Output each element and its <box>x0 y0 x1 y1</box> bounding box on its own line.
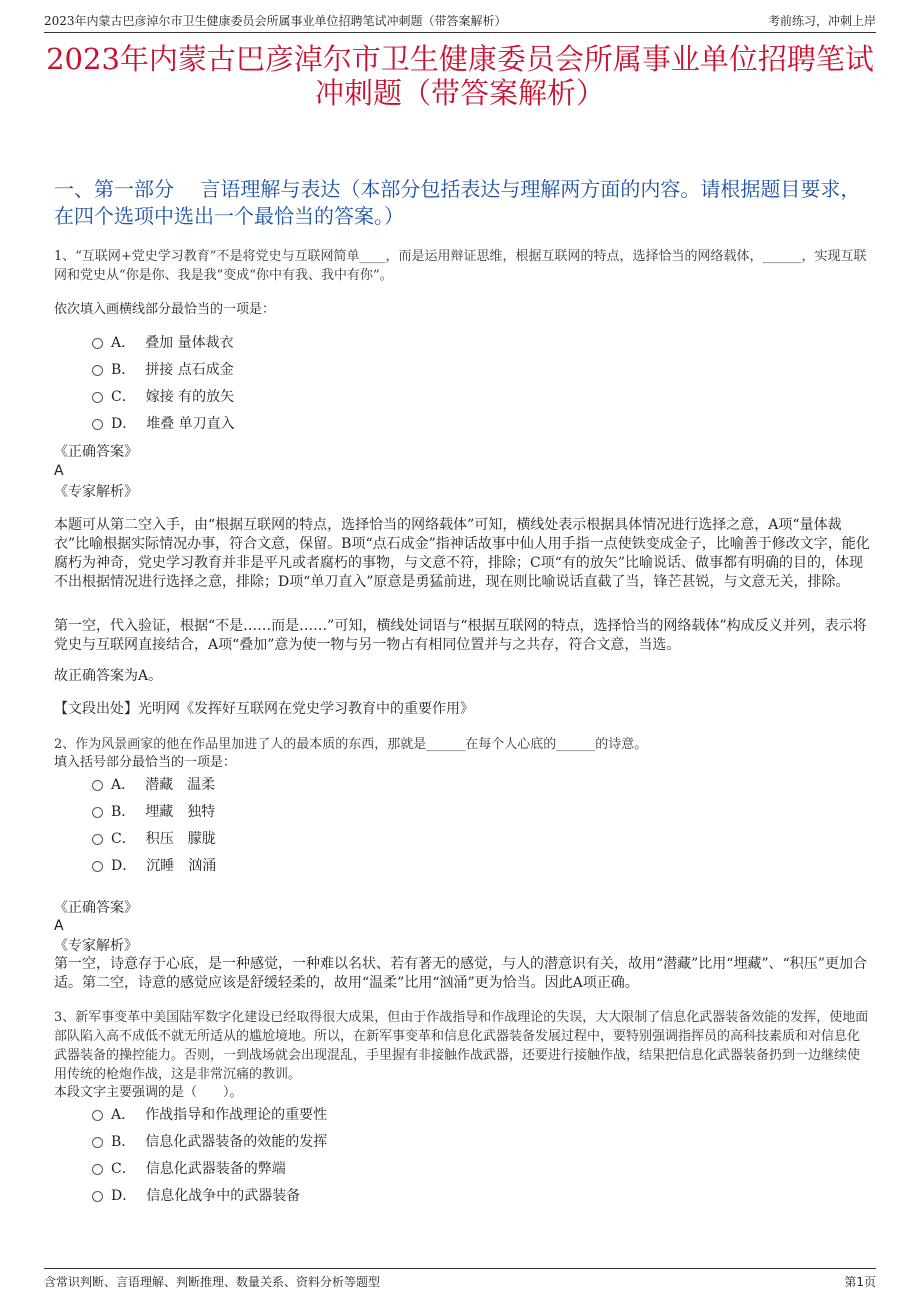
document-title: 2023年内蒙古巴彦淖尔市卫生健康委员会所属事业单位招聘笔试冲刺题（带答案解析） <box>46 42 874 110</box>
header-slogan: 考前练习，冲刺上岸 <box>767 14 876 28</box>
radio-icon[interactable] <box>92 834 103 845</box>
section-heading: 一、第一部分 言语理解与表达（本部分包括表达与理解两方面的内容。请根据题目要求，在四个选项中选出一个最恰当的答案。） <box>54 177 861 228</box>
page-header <box>44 8 876 33</box>
option-label: C． <box>111 1161 136 1177</box>
question-1-source: 【文段出处】光明网《发挥好互联网在党史学习教育中的重要作用》 <box>54 701 474 717</box>
question-1-option-d[interactable] <box>92 415 235 433</box>
question-3-option-d[interactable] <box>92 1187 300 1205</box>
radio-icon[interactable] <box>92 338 103 349</box>
footer-description: 含常识判断、言语理解、判断推理、数量关系、资料分析等题型 <box>44 1275 381 1289</box>
question-1-analysis-paragraph: 第一空，代入验证，根据“不是……而是……”可知，横线处词语与“根据互联网的特点，选择恰当的网络载体”构成反义并列，表示将党史与互联网直接结合，A项“叠加”意为使一物与另一物占有相同位置并与之共存，符合文意，当选。 <box>54 618 867 653</box>
question-1-option-a[interactable] <box>92 334 234 352</box>
question-3-option-a[interactable] <box>92 1106 327 1124</box>
option-label: B． <box>111 362 136 378</box>
question-2-prompt: 填入括号部分最恰当的一项是： <box>54 755 237 770</box>
option-label: A． <box>111 1107 136 1123</box>
radio-icon[interactable] <box>92 780 103 791</box>
option-text: 信息化武器装备的效能的发挥 <box>145 1134 328 1150</box>
page-suffix: 页 <box>863 1275 876 1289</box>
question-1-stem: 1、“互联网+党史学习教育”不是将党史与互联网简单____，而是运用辩证思维，根据互联网的特点，选择恰当的网络载体，______，实现互联网和党史从“你是你、我是我”变成“你中有我、我中有你”。 <box>54 249 867 283</box>
option-text: 作战指导和作战理论的重要性 <box>145 1107 328 1123</box>
question-2-analysis-label: 《专家解析》 <box>54 938 138 954</box>
radio-icon[interactable] <box>92 419 103 430</box>
question-1-conclusion: 故正确答案为A。 <box>54 668 163 684</box>
option-text: 潜藏 温柔 <box>145 777 216 793</box>
option-text: 叠加 量体裁衣 <box>145 335 234 351</box>
question-1-analysis-paragraph: 本题可从第二空入手，由“根据互联网的特点，选择恰当的网络载体”可知，横线处表示根据具体情况进行选择之意，A项“量体裁衣”比喻根据实际情况办事，符合文意，保留。B项“点石成金”指神话故事中仙人用手指一点使铁变成金子，比喻善于修改文字，能化腐朽为神奇，党史学习教育并非是平凡或者腐朽的事物，与文意不符，排除；C项“有的放矢”比喻说话、做事都有明确的目的，体现不出根据情况进行选择之意，排除；D项“单刀直入”原意是勇猛前进，现在则比喻说话直截了当，锋芒甚锐，与文意无关，排除。 <box>54 517 870 590</box>
page-prefix: 第 <box>844 1275 857 1289</box>
option-label: C． <box>111 831 136 847</box>
question-2-analysis: 第一空，诗意存于心底，是一种感觉，一种难以名状、若有著无的感觉，与人的潜意识有关，故用“潜藏”比用“埋藏”、“积压”更加合适。第二空，诗意的感觉应该是舒缓轻柔的，故用“温柔”比用“汹涌”更为恰当。因此A项正确。 <box>54 956 867 991</box>
question-2-option-a[interactable] <box>92 776 215 794</box>
question-1-option-b[interactable] <box>92 361 234 379</box>
question-3-stem: 3、新军事变革中美国陆军数字化建设已经取得很大成果，但由于作战指导和作战理论的失误，大大限制了信息化武器装备效能的发挥，使地面部队陷入高不成低不就无所适从的尴尬境地。所以，在新军事变革和信息化武器装备发展过程中，要特别强调指挥员的高科技素质和对信息化武器装备的操控能力。否则，一到战场就会出现混乱，手里握有非接触作战武器，还要进行接触作战，结果把信息化武器装备扔到一边继续使用传统的枪炮作战，这是非常沉痛的教训。 <box>54 1010 869 1082</box>
radio-icon[interactable] <box>92 861 103 872</box>
option-label: B． <box>111 1134 136 1150</box>
radio-icon[interactable] <box>92 1110 103 1121</box>
question-2-option-b[interactable] <box>92 803 215 821</box>
option-text: 嫁接 有的放矢 <box>145 389 235 405</box>
option-text: 拼接 点石成金 <box>145 362 234 378</box>
page-footer <box>44 1268 876 1289</box>
radio-icon[interactable] <box>92 1191 103 1202</box>
question-1-answer: A <box>54 463 64 479</box>
radio-icon[interactable] <box>92 365 103 376</box>
option-label: C． <box>111 389 136 405</box>
option-label: A． <box>111 335 136 351</box>
question-3-option-b[interactable] <box>92 1133 327 1151</box>
option-label: D． <box>111 1188 137 1204</box>
radio-icon[interactable] <box>92 392 103 403</box>
radio-icon[interactable] <box>92 1164 103 1175</box>
option-label: B． <box>111 804 136 820</box>
question-2-answer-label: 《正确答案》 <box>54 900 138 916</box>
page-num: 1 <box>856 1275 864 1289</box>
option-text: 信息化战争中的武器装备 <box>146 1188 301 1204</box>
question-1-answer-label: 《正确答案》 <box>54 444 138 460</box>
option-label: D． <box>111 858 137 874</box>
question-3-option-c[interactable] <box>92 1160 286 1178</box>
header-title: 2023年内蒙古巴彦淖尔市卫生健康委员会所属事业单位招聘笔试冲刺题（带答案解析） <box>44 14 507 28</box>
option-text: 信息化武器装备的弊端 <box>145 1161 286 1177</box>
option-text: 沉睡 汹涌 <box>146 858 217 874</box>
radio-icon[interactable] <box>92 1137 103 1148</box>
question-1-analysis-label: 《专家解析》 <box>54 484 138 500</box>
option-label: A． <box>111 777 136 793</box>
radio-icon[interactable] <box>92 807 103 818</box>
option-label: D． <box>111 416 137 432</box>
question-1-option-c[interactable] <box>92 388 234 406</box>
option-text: 堆叠 单刀直入 <box>146 416 235 432</box>
question-3-prompt: 本段文字主要强调的是（ ）。 <box>54 1085 243 1100</box>
question-2-option-d[interactable] <box>92 857 216 875</box>
option-text: 埋藏 独特 <box>145 804 216 820</box>
option-text: 积压 朦胧 <box>145 831 216 847</box>
question-2-stem: 2、作为风景画家的他在作品里加进了人的最本质的东西，那就是______在每个人心底的______的诗意。 <box>54 737 648 752</box>
question-2-option-c[interactable] <box>92 830 216 848</box>
question-2-answer: A <box>54 918 64 934</box>
page-number <box>844 1273 876 1290</box>
question-1-prompt: 依次填入画横线部分最恰当的一项是： <box>54 302 276 317</box>
